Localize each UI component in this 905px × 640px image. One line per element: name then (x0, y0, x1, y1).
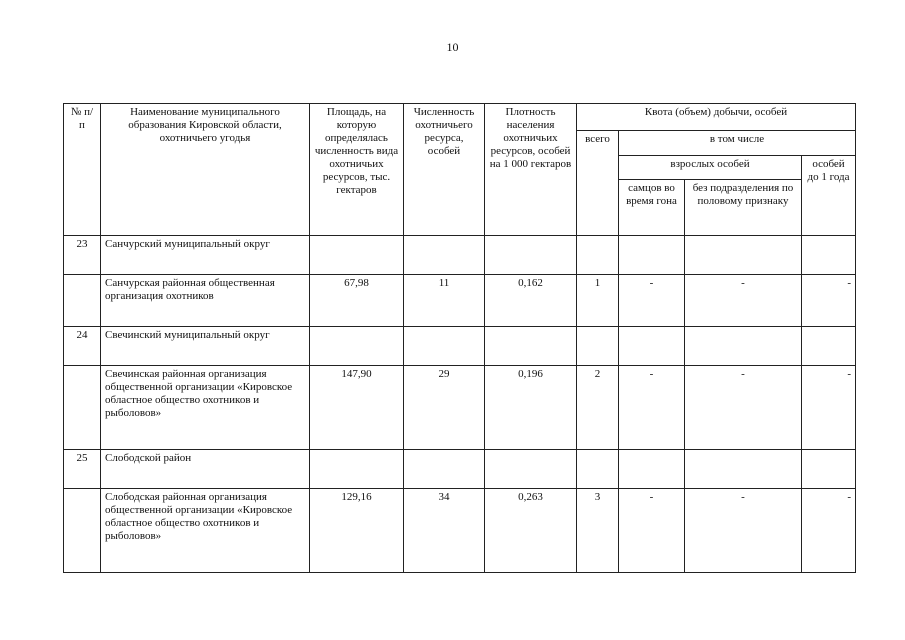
header-num: № п/п (64, 104, 101, 236)
row-total: 2 (577, 366, 619, 450)
row-no-gender: - (685, 275, 802, 327)
row-num: 24 (64, 327, 101, 366)
table-row (64, 450, 856, 489)
header-no-gender: без подразделения по половому признаку (685, 180, 802, 236)
row-num: 25 (64, 450, 101, 489)
quota-table (63, 103, 856, 573)
row-area: 147,90 (310, 366, 404, 450)
table-row (64, 489, 856, 573)
table-row (64, 236, 856, 275)
table-row (64, 275, 856, 327)
row-name: Санчурский муниципальный округ (101, 236, 310, 275)
row-area: 129,16 (310, 489, 404, 573)
row-no-gender: - (685, 366, 802, 450)
row-density: 0,196 (485, 366, 577, 450)
header-area: Площадь, на которую определялась численность вида охотничьих ресурсов, тыс. гектаров (310, 104, 404, 236)
row-count: 11 (404, 275, 485, 327)
row-area: 67,98 (310, 275, 404, 327)
row-young: - (802, 366, 856, 450)
row-males: - (619, 489, 685, 573)
row-name: Слободская районная организация общественной организации «Кировское областное общество охотников и рыболовов» (101, 489, 310, 573)
row-count: 34 (404, 489, 485, 573)
row-density: 0,162 (485, 275, 577, 327)
row-name: Свечинский муниципальный округ (101, 327, 310, 366)
row-young: - (802, 275, 856, 327)
header-density: Плотность населения охотничьих ресурсов, особей на 1 000 гектаров (485, 104, 577, 236)
header-row-1 (64, 104, 856, 131)
page-number: 10 (446, 40, 459, 54)
row-name: Санчурская районная общественная организация охотников (101, 275, 310, 327)
row-num: 23 (64, 236, 101, 275)
row-density: 0,263 (485, 489, 577, 573)
header-quota: Квота (объем) добычи, особей (577, 104, 856, 131)
header-adults: взрослых особей (619, 156, 802, 180)
row-young: - (802, 489, 856, 573)
row-males: - (619, 366, 685, 450)
header-count: Численность охотничьего ресурса, особей (404, 104, 485, 236)
row-name: Слободской район (101, 450, 310, 489)
table-row (64, 366, 856, 450)
header-males: самцов во время гона (619, 180, 685, 236)
row-total: 1 (577, 275, 619, 327)
header-including: в том числе (619, 131, 856, 156)
header-total: всего (577, 131, 619, 236)
header-name: Наименование муниципального образования Кировской области, охотничьего угодья (101, 104, 310, 236)
row-no-gender: - (685, 489, 802, 573)
row-count: 29 (404, 366, 485, 450)
table-row (64, 327, 856, 366)
row-males: - (619, 275, 685, 327)
row-total: 3 (577, 489, 619, 573)
row-name: Свечинская районная организация общественной организации «Кировское областное общество охотников и рыболовов» (101, 366, 310, 450)
header-young: особей до 1 года (802, 156, 856, 236)
